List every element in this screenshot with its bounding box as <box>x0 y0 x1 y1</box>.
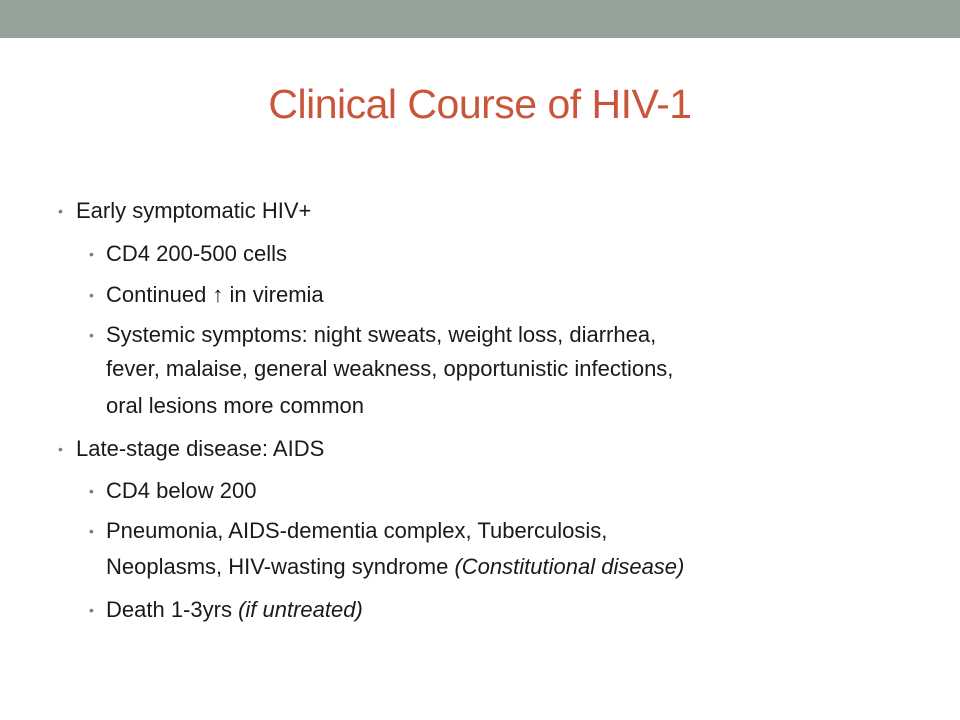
sub-bullet-death <box>106 596 363 624</box>
bullet-marker: • <box>89 523 94 539</box>
bullet-marker: • <box>89 602 94 618</box>
bullet-marker: • <box>58 203 63 219</box>
sub-bullet-systemic-line-2: fever, malaise, general weakness, opportunistic infections, <box>106 356 674 381</box>
death-plain-text: Death 1-3yrs <box>106 597 239 622</box>
sub-bullet-systemic-line-3: oral lesions more common <box>106 393 364 418</box>
bullet-late-stage: Late-stage disease: AIDS <box>76 436 325 461</box>
bullet-marker: • <box>89 483 94 499</box>
bullet-marker: • <box>58 441 63 457</box>
bullet-marker: • <box>89 327 94 343</box>
bullet-early-symptomatic: Early symptomatic HIV+ <box>76 198 312 223</box>
conditions-italic-text: (Constitutional disease) <box>454 554 685 579</box>
sub-bullet-cd4-range: CD4 200-500 cells <box>106 241 287 266</box>
sub-bullet-cd4-below: CD4 below 200 <box>106 478 257 503</box>
bullet-marker: • <box>89 287 94 303</box>
conditions-plain-text: Neoplasms, HIV-wasting syndrome <box>106 554 455 579</box>
sub-bullet-viremia: Continued ↑ in viremia <box>106 282 324 307</box>
slide-title: Clinical Course of HIV-1 <box>268 81 692 127</box>
sub-bullet-systemic-line-1: Systemic symptoms: night sweats, weight loss, diarrhea, <box>106 322 657 347</box>
sub-bullet-conditions-line-2 <box>106 553 684 581</box>
sub-bullet-conditions-line-1: Pneumonia, AIDS-dementia complex, Tuberculosis, <box>106 518 608 543</box>
death-italic-text: (if untreated) <box>238 597 363 622</box>
bullet-marker: • <box>89 246 94 262</box>
